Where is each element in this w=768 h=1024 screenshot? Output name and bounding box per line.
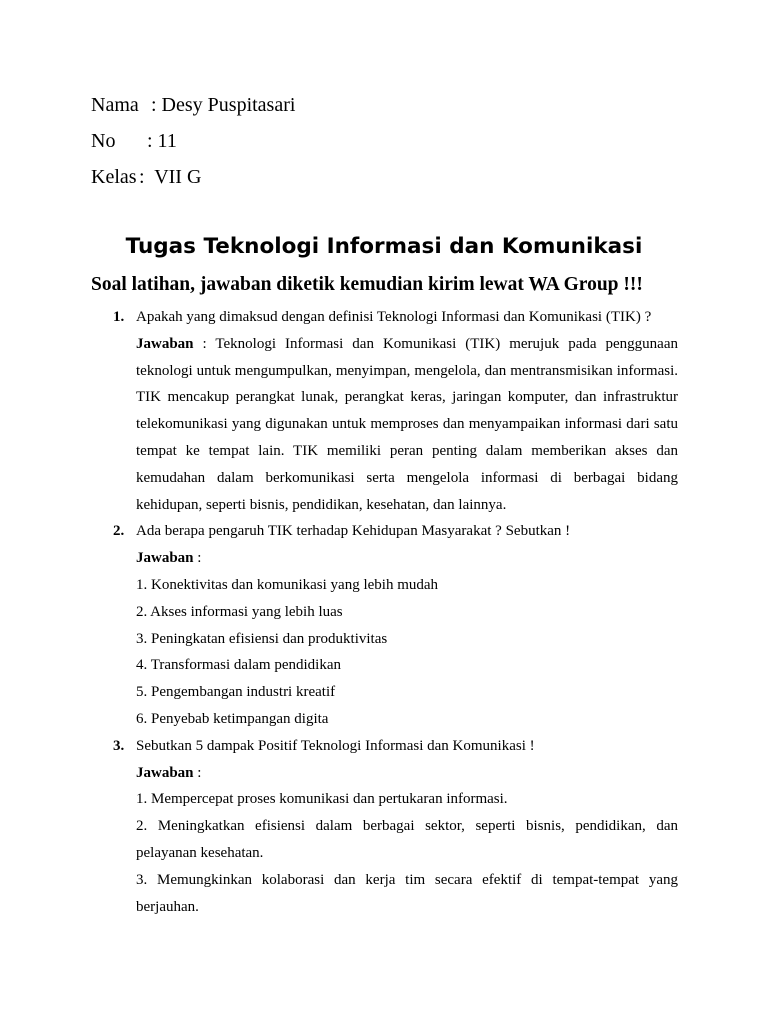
number-row [91,128,295,164]
answer-suffix: : [193,550,202,567]
list-item: 1. Mempercepat proses komunikasi dan pertukaran informasi. [136,791,508,808]
question-list [113,304,678,920]
name-row [91,92,295,128]
question-item [113,304,678,518]
list-item: 2. Meningkatkan efisiensi dalam berbagai sektor, seperti bisnis, pendidikan, dan pelayanan kesehatan. [136,818,678,861]
answer-label: Jawaban [136,550,194,567]
answer-text: : Teknologi Informasi dan Komunikasi (TIK) merujuk pada penggunaan teknologi untuk mengumpulkan, menyimpan, mengelola, dan mentransmisikan informasi. TIK mencakup perangkat lunak, perangkat keras, jaringan komputer, dan infrastruktur telekomunikasi yang digunakan untuk memproses dan menyampaikan informasi dari satu tempat ke tempat lain. TIK memiliki peran penting dalam memberikan akses dan kemudahan dalam berkomunikasi serta mengelola informasi di berbagai bidang kehidupan, seperti bisnis, pendidikan, kesehatan, dan lainnya. [136,335,678,513]
name-value: : Desy Puspitasari [151,94,296,116]
question-number: 3. [113,737,125,754]
list-item: 5. Pengembangan industri kreatif [136,684,336,701]
list-item: 6. Penyebab ketimpangan digita [136,710,329,727]
answer-label: Jawaban [136,764,194,781]
answer-suffix: : [193,764,202,781]
student-info [91,92,295,200]
class-label: Kelas [91,166,137,188]
document-title: Tugas Teknologi Informasi dan Komunikasi [125,234,643,259]
question-item [113,518,678,732]
question-item [113,733,678,921]
list-item: 1. Konektivitas dan komunikasi yang lebih mudah [136,576,439,593]
question-number: 2. [113,523,125,540]
name-label: Nama [91,94,139,116]
answer-heading [136,545,678,572]
document-subtitle: Soal latihan, jawaban diketik kemudian kirim lewat WA Group !!! [91,274,643,295]
question-text: Ada berapa pengaruh TIK terhadap Kehidupan Masyarakat ? Sebutkan ! [136,523,571,540]
answer-heading [136,760,678,787]
list-item: 4. Transformasi dalam pendidikan [136,657,341,674]
list-item: 2. Akses informasi yang lebih luas [136,603,343,620]
class-row [91,164,295,200]
answer-label: Jawaban [136,335,194,352]
question-number: 1. [113,309,125,325]
list-item: 3. Memungkinkan kolaborasi dan kerja tim secara efektif di tempat-tempat yang berjauhan. [136,871,678,915]
question-text: Sebutkan 5 dampak Positif Teknologi Informasi dan Komunikasi ! [136,737,535,754]
class-value: : VII G [139,166,202,188]
number-label: No [91,130,116,152]
question-text: Apakah yang dimaksud dengan definisi Teknologi Informasi dan Komunikasi (TIK) ? [136,309,652,325]
answer-paragraph [136,331,678,519]
number-value: : 11 [147,130,177,152]
list-item: 3. Peningkatan efisiensi dan produktivitas [136,630,388,647]
